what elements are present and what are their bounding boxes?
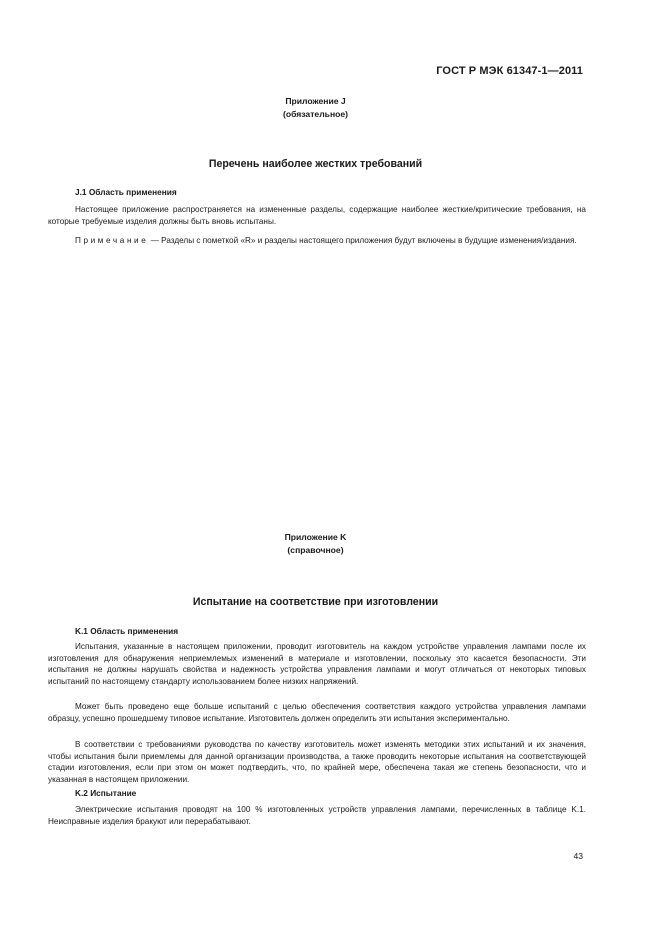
section-k1-heading: K.1 Область применения [75, 626, 179, 636]
document-code-header: ГОСТ Р МЭК 61347-1—2011 [436, 65, 583, 77]
section-k1-paragraph-2: Может быть проведено еще больше испытаний с целью обеспечения соответствия каждого устройства управления лампами образцу, успешно прошедшему типовое испытание. Изготовитель должен определить эти испытания экспериментально. [48, 702, 586, 723]
annex-k-label: Приложение K [284, 532, 347, 542]
annex-j-title: Перечень наиболее жестких требований [208, 158, 423, 170]
note-lead-word: Примечание [75, 236, 149, 245]
annex-j-note [48, 235, 586, 247]
section-k1-paragraph-3: В соответствии с требованиями руководства по качеству изготовитель может изменять методики этих испытаний и их значения, чтобы испытания были приемлемы для данной организации производства, а также проводить некоторые испытания на соответствующей стадии изготовления, если при этом он может подтвердить, что, по крайней мере, обеспечена такая же степень безопасности, что и указанная в настоящем приложении. [48, 740, 586, 784]
note-text: — Разделы с пометкой «R» и разделы настоящего приложения будут включены в будущие изменения/издания. [148, 236, 577, 245]
annex-j-label: Приложение J [285, 96, 346, 106]
section-k2-paragraph: Электрические испытания проводят на 100 % изготовленных устройств управления лампами, перечисленных в таблице K.1. Неисправные изделия бракуют или перерабатывают. [48, 805, 586, 826]
annex-k-title: Испытание на соответствие при изготовлении [192, 596, 439, 608]
annex-j-status: (обязательное) [282, 109, 349, 119]
section-k2-heading: K.2 Испытание [75, 788, 137, 798]
section-k1-paragraph-1: Испытания, указанные в настоящем приложении, проводит изготовитель на каждом устройстве управления лампами после их изготовления для обнаружения неприемлемых изменений в материале и изготовлении, поскольку это касается безопасности. Эти испытания не должны нарушать свойства и надежность устройства управления лампами и могут отличаться от некоторых типовых испытаний по настоящему стандарту использованием более низких напряжений. [48, 642, 586, 686]
page-number: 43 [573, 851, 583, 861]
section-j1-heading: J.1 Область применения [75, 187, 177, 197]
section-j1-paragraph: Настоящее приложение распространяется на измененные разделы, содержащие наиболее жесткие/критические требования, на которые требуемые изделия должны быть вновь испытаны. [48, 205, 586, 226]
annex-k-status: (справочное) [287, 545, 344, 555]
